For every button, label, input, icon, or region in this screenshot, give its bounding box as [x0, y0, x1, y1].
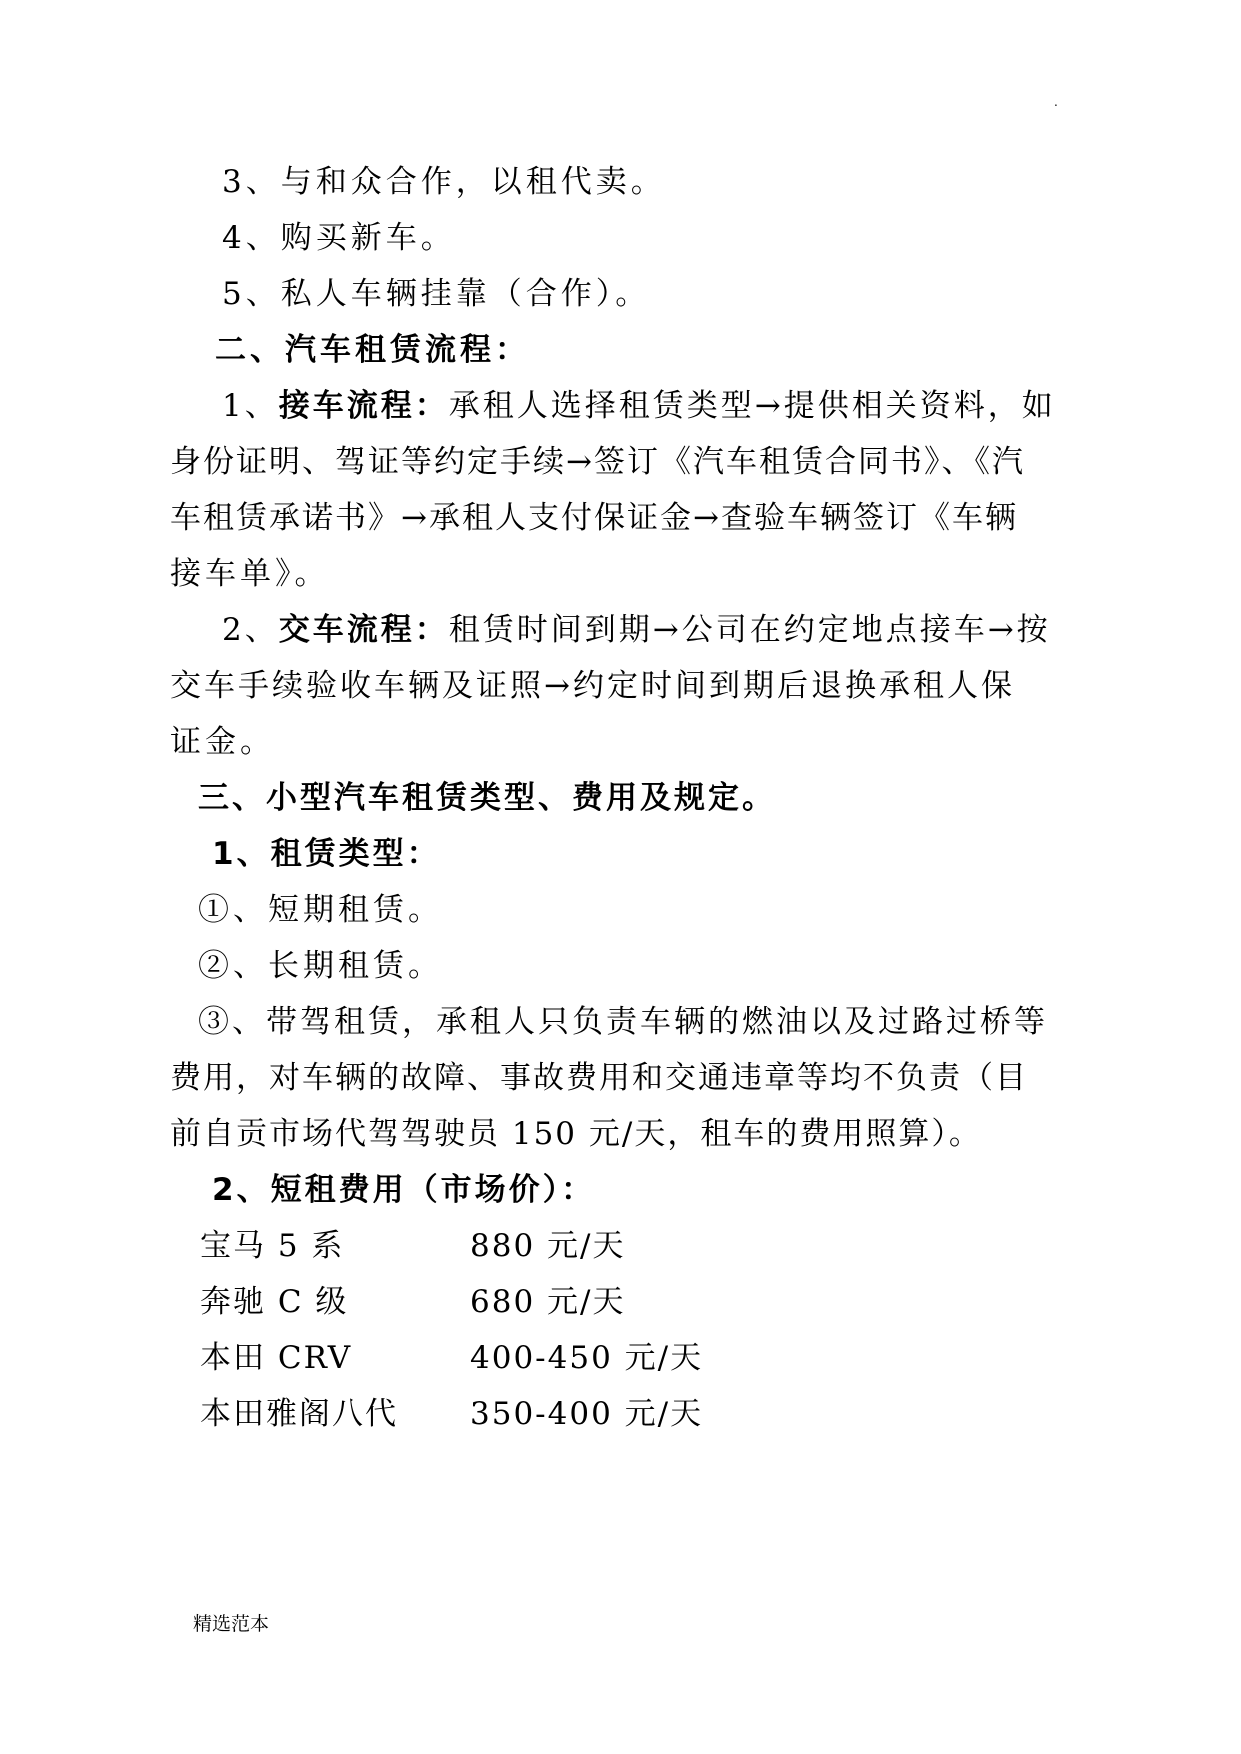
rental-type-with-driver-line3: 前自贡市场代驾驾驶员 150 元/天，租车的费用照算）。: [170, 1116, 982, 1152]
car-price: 400-450 元/天: [470, 1340, 704, 1376]
page-footer: 精选范本: [193, 1613, 270, 1635]
subheading-rental-types: 1、租赁类型：: [212, 836, 441, 872]
car-price: 350-400 元/天: [470, 1396, 704, 1432]
rental-type-long-term: ②、长期租赁。: [198, 948, 443, 984]
pickup-process-line4: 接车单》。: [170, 556, 330, 592]
return-process-line2: 交车手续验收车辆及证照→约定时间到期后退换承租人保: [170, 668, 1015, 704]
section-heading-rental-process: 二、汽车租赁流程：: [215, 332, 530, 368]
car-price: 680 元/天: [470, 1284, 626, 1320]
car-model: 本田 CRV: [200, 1340, 353, 1376]
car-model: 宝马 5 系: [200, 1228, 345, 1264]
car-price: 880 元/天: [470, 1228, 626, 1264]
car-model: 本田雅阁八代: [200, 1396, 398, 1432]
pickup-number: 1、: [222, 388, 279, 424]
rental-type-with-driver-line1: ③、带驾租赁，承租人只负责车辆的燃油以及过路过桥等: [198, 1004, 1048, 1040]
corner-mark: .: [1054, 95, 1058, 109]
pickup-process-text: 承租人选择租赁类型→提供相关资料，如: [448, 388, 1056, 424]
car-model: 奔驰 C 级: [200, 1284, 349, 1320]
return-process-label: 交车流程：: [278, 612, 449, 648]
return-process-line1: [222, 610, 1051, 650]
return-process-line3: 证金。: [170, 724, 275, 760]
return-number: 2、: [222, 612, 279, 648]
subheading-short-term-fees: 2、短租费用（市场价）：: [212, 1172, 596, 1208]
pickup-process-line1: [222, 386, 1056, 426]
rental-type-with-driver-line2: 费用，对车辆的故障、事故费用和交通违章等均不负责（目: [170, 1060, 1028, 1096]
list-item-private-affiliation: 5、私人车辆挂靠（合作）。: [222, 276, 651, 312]
section-heading-rental-types-fees: 三、小型汽车租赁类型、费用及规定。: [198, 780, 776, 816]
pickup-process-line3: 车租赁承诺书》→承租人支付保证金→查验车辆签订《车辆: [170, 500, 1018, 536]
return-process-text: 租赁时间到期→公司在约定地点接车→按: [448, 612, 1051, 648]
list-item-buy-new: 4、购买新车。: [222, 220, 456, 256]
list-item-partner-lease: 3、与和众合作，以租代卖。: [222, 164, 666, 200]
pickup-process-label: 接车流程：: [278, 388, 449, 424]
rental-type-short-term: ①、短期租赁。: [198, 892, 443, 928]
pickup-process-line2: 身份证明、驾证等约定手续→签订《汽车租赁合同书》、《汽: [170, 444, 1025, 480]
